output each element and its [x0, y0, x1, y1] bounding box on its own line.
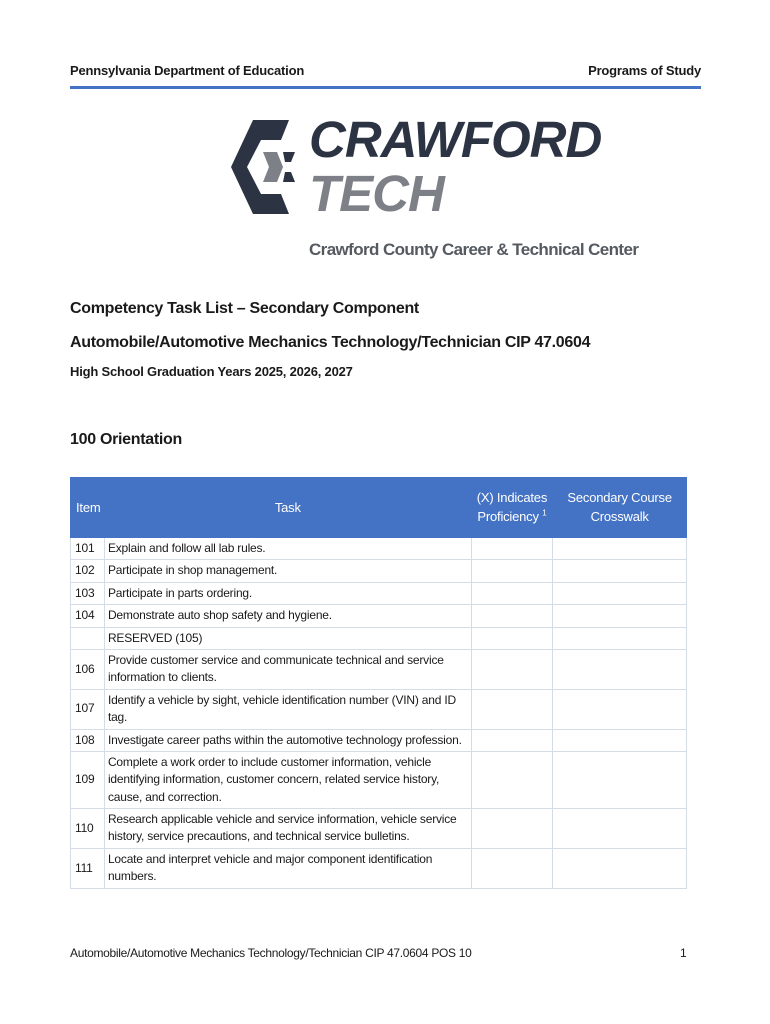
task-description: Participate in parts ordering.: [104, 582, 471, 604]
crosswalk-cell: [553, 649, 687, 689]
crosswalk-cell: [553, 627, 687, 649]
task-description: Demonstrate auto shop safety and hygiene.: [104, 605, 471, 627]
task-table: [70, 477, 687, 889]
crawford-tech-emblem-icon: [225, 112, 305, 222]
task-description: Explain and follow all lab rules.: [104, 537, 471, 560]
table-row: [71, 582, 687, 604]
item-number: 110: [71, 809, 105, 849]
table-row: [71, 649, 687, 689]
task-description: Locate and interpret vehicle and major component identification numbers.: [104, 848, 471, 888]
task-description: Identify a vehicle by sight, vehicle identification number (VIN) and ID tag.: [104, 689, 471, 729]
item-number: 101: [71, 537, 105, 560]
page-header: [70, 62, 701, 89]
item-number: [71, 627, 105, 649]
logo-wordmark-crawford: CRAWFORD: [309, 111, 602, 168]
table-row: [71, 689, 687, 729]
item-number: 108: [71, 729, 105, 751]
column-header-crosswalk: [553, 478, 687, 538]
table-row: [71, 605, 687, 627]
item-number: 106: [71, 649, 105, 689]
proficiency-cell: [471, 537, 553, 560]
graduation-years: High School Graduation Years 2025, 2026, 2027: [70, 364, 353, 379]
proficiency-cell: [471, 605, 553, 627]
table-row: [71, 751, 687, 808]
crosswalk-cell: [553, 689, 687, 729]
crosswalk-label-line1: Secondary Course: [567, 489, 672, 505]
logo-wordmark-tech: TECH: [309, 165, 444, 222]
item-number: 104: [71, 605, 105, 627]
header-programs-of-study: Programs of Study: [588, 63, 701, 78]
footer-program-code: Automobile/Automotive Mechanics Technology/Technician CIP 47.0604 POS 10: [70, 946, 472, 960]
header-department: Pennsylvania Department of Education: [70, 63, 305, 78]
crosswalk-cell: [553, 848, 687, 888]
task-description: Participate in shop management.: [104, 560, 471, 582]
proficiency-cell: [471, 729, 553, 751]
crosswalk-cell: [553, 809, 687, 849]
item-number: 109: [71, 751, 105, 808]
column-header-item: Item: [71, 478, 105, 538]
item-number: 111: [71, 848, 105, 888]
task-description: Research applicable vehicle and service information, vehicle service history, service precautions, and technical service bulletins.: [104, 809, 471, 849]
table-row: [71, 848, 687, 888]
task-description: RESERVED (105): [104, 627, 471, 649]
proficiency-cell: [471, 848, 553, 888]
proficiency-cell: [471, 809, 553, 849]
proficiency-cell: [471, 627, 553, 649]
footnote-marker: 1: [542, 508, 547, 518]
item-number: 102: [71, 560, 105, 582]
column-header-task: Task: [104, 478, 471, 538]
crosswalk-cell: [553, 560, 687, 582]
proficiency-label-line2: Proficiency: [477, 509, 539, 524]
item-number: 103: [71, 582, 105, 604]
proficiency-cell: [471, 649, 553, 689]
crosswalk-cell: [553, 582, 687, 604]
page-number: 1: [680, 946, 687, 960]
crosswalk-cell: [553, 605, 687, 627]
item-number: 107: [71, 689, 105, 729]
table-row: [71, 729, 687, 751]
table-row: [71, 809, 687, 849]
section-heading: 100 Orientation: [70, 431, 182, 448]
table-row: [71, 537, 687, 560]
program-title: Automobile/Automotive Mechanics Technology/Technician CIP 47.0604: [70, 334, 591, 351]
table-row: [71, 560, 687, 582]
crawford-tech-logo: [225, 111, 639, 272]
crosswalk-cell: [553, 729, 687, 751]
proficiency-cell: [471, 751, 553, 808]
proficiency-cell: [471, 560, 553, 582]
proficiency-label-line1: (X) Indicates: [476, 489, 548, 505]
document-title: Competency Task List – Secondary Component: [70, 300, 419, 317]
task-description: Provide customer service and communicate technical and service information to clients.: [104, 649, 471, 689]
proficiency-cell: [471, 689, 553, 729]
proficiency-cell: [471, 582, 553, 604]
crosswalk-cell: [553, 751, 687, 808]
logo-tagline: Crawford County Career & Technical Center: [309, 240, 639, 259]
table-row: [71, 627, 687, 649]
task-description: Complete a work order to include customer information, vehicle identifying information, customer concern, related service history, cause, and correction.: [104, 751, 471, 808]
crosswalk-cell: [553, 537, 687, 560]
column-header-proficiency: [471, 478, 553, 538]
crosswalk-label-line2: Crosswalk: [590, 509, 649, 524]
task-description: Investigate career paths within the automotive technology profession.: [104, 729, 471, 751]
task-table-header: [71, 478, 687, 538]
